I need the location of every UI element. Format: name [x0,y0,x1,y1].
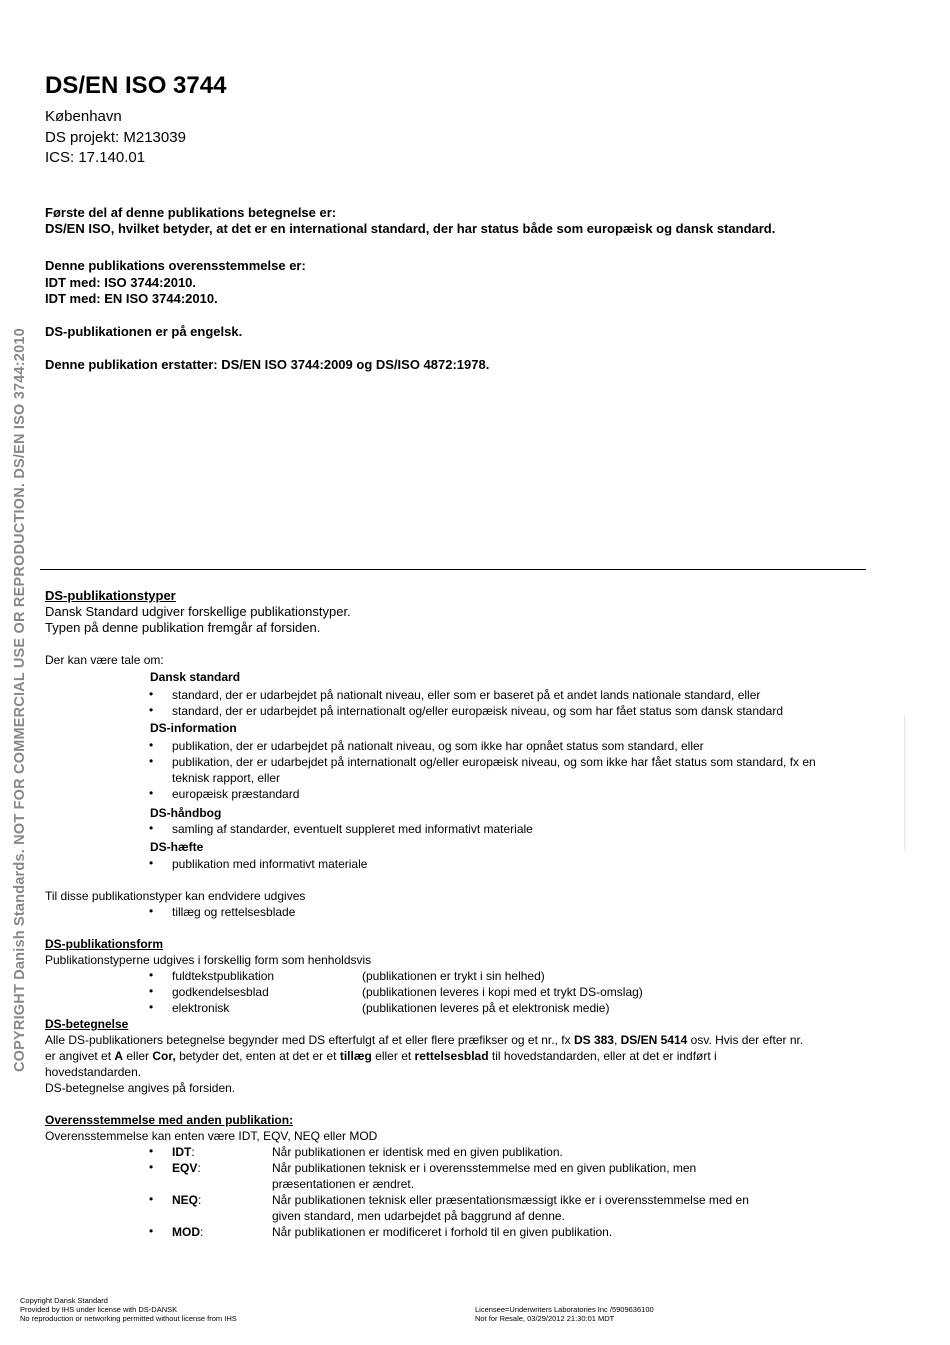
replaces-note: Denne publikation erstatter: DS/EN ISO 3744:2009 og DS/ISO 4872:1978. [45,357,490,372]
conformity-desc-continued: given standard, men udarbejdet på baggrund af denne. [272,1209,565,1223]
betegnelse-line-2 [45,1049,717,1063]
term-tillaeg: tillæg [339,1049,372,1063]
form-item-name: elektronisk [172,1001,230,1015]
betegnelse-text: eller et [371,1049,415,1063]
form-heading: DS-publikationsform [45,937,164,951]
list-item: publikation, der er udarbejdet på internationalt og/eller europæisk niveau, og som ikke har fået status som standard, fx en [172,755,816,769]
code-a: A [114,1049,124,1063]
form-intro: Publikationstyperne udgives i forskellig form som henholdsvis [45,953,372,967]
list-item: publikation med informativt materiale [172,857,368,871]
conformity-intro: Overensstemmelse kan enten være IDT, EQV, NEQ eller MOD [45,1129,378,1143]
betegnelse-heading: DS-betegnelse [45,1017,129,1031]
list-item: publikation, der er udarbejdet på nationalt niveau, og som ikke har opnået status som standard, eller [172,739,704,753]
bullet: • [149,1144,154,1158]
conformity-desc-continued: præsentationen er ændret. [272,1177,415,1191]
project-number: DS projekt: M213039 [45,129,186,146]
footer-resale: Not for Resale, 03/29/2012 21:30:01 MDT [475,1314,615,1323]
bullet: • [149,754,154,768]
conformity-desc: Når publikationen teknisk eller præsentationsmæssigt ikke er i overensstemmelse med en [272,1193,749,1207]
list-item: standard, der er udarbejdet på internationalt og/eller europæisk niveau, og som har fået status som dansk standard [172,704,784,718]
code-idt: IDT [172,1145,192,1159]
form-item-name: godkendelsesblad [172,985,269,999]
copyright-watermark: COPYRIGHT Danish Standards. NOT FOR COMMERCIAL USE OR REPRODUCTION. DS/EN ISO 3744:2010 [12,328,28,1072]
designation-text: DS/EN ISO, hvilket betyder, at det er en international standard, der har status både som europæisk og dansk standard. [45,221,776,236]
term-rettelsesblad: rettelsesblad [414,1049,489,1063]
conformity-code [172,1145,195,1159]
dotted-margin-line [904,715,905,850]
bullet: • [149,687,154,701]
types-heading: DS-publikationstyper [45,588,176,603]
dansk-standard-heading: Dansk standard [150,670,241,684]
bullet: • [149,1192,154,1206]
list-item: tillæg og rettelsesblade [172,905,296,919]
betegnelse-text: eller [123,1049,153,1063]
betegnelse-text: Alle DS-publikationers betegnelse begynder med DS efterfulgt af et eller flere præfikser og et nr., fx [45,1033,574,1047]
bullet: • [149,904,154,918]
footer-provider: Provided by IHS under license with DS-DANSK [20,1305,178,1314]
also-published-text: Til disse publikationstyper kan endvidere udgives [45,889,306,903]
footer-license-note: No reproduction or networking permitted without license from IHS [20,1314,237,1323]
code-cor: Cor, [152,1049,176,1063]
form-item-name: fuldtekstpublikation [172,969,275,983]
conformity-code [172,1161,201,1175]
colon: : [200,1225,204,1239]
footer-licensee: Licensee=Underwriters Laboratories Inc /5909636100 [475,1305,654,1314]
form-item-desc: (publikationen leveres i kopi med et trykt DS-omslag) [362,985,643,999]
colon: : [197,1161,201,1175]
ds-handbog-heading: DS-håndbog [150,806,222,820]
ics-code: ICS: 17.140.01 [45,149,146,166]
list-item: standard, der er udarbejdet på nationalt niveau, eller som er baseret på et andet lands nationale standard, eller [172,688,761,702]
form-item-desc: (publikationen er trykt i sin helhed) [362,969,545,983]
bullet: • [149,821,154,835]
conformity-desc: Når publikationen er identisk med en given publikation. [272,1145,563,1159]
form-item-desc: (publikationen leveres på et elektronisk medie) [362,1001,610,1015]
footer-right [475,1305,654,1323]
code-eqv: EQV [172,1161,198,1175]
bullet: • [149,968,154,982]
conformity-idt-en: IDT med: EN ISO 3744:2010. [45,291,218,306]
list-item: europæisk præstandard [172,787,300,801]
conformity-code [172,1193,201,1207]
colon: : [191,1145,195,1159]
bullet: • [149,1160,154,1174]
conformity-label: Denne publikations overensstemmelse er: [45,258,306,273]
betegnelse-line-4: DS-betegnelse angives på forsiden. [45,1081,236,1095]
separator: , [613,1033,621,1047]
betegnelse-text: til hovedstandarden, eller at det er indført i [488,1049,717,1063]
bullet: • [149,984,154,998]
betegnelse-text: er angivet et [45,1049,115,1063]
ds-information-heading: DS-information [150,721,237,735]
bullet: • [149,856,154,870]
types-intro-3: Der kan være tale om: [45,653,164,667]
betegnelse-line-1 [45,1033,803,1047]
city: København [45,108,122,125]
betegnelse-text: betyder det, enten at det er et [175,1049,340,1063]
types-intro-1: Dansk Standard udgiver forskellige publikationstyper. [45,604,351,619]
page-title: DS/EN ISO 3744 [45,72,227,99]
language-note: DS-publikationen er på engelsk. [45,324,243,339]
conformity-idt-iso: IDT med: ISO 3744:2010. [45,275,197,290]
conformity-desc: Når publikationen er modificeret i forhold til en given publikation. [272,1225,613,1239]
types-intro-2: Typen på denne publikation fremgår af forsiden. [45,620,321,635]
code-mod: MOD [172,1225,200,1239]
bullet: • [149,1224,154,1238]
list-item: samling af standarder, eventuelt suppleret med informativt materiale [172,822,533,836]
betegnelse-text: osv. Hvis der efter nr. [687,1033,804,1047]
list-item-continued: teknisk rapport, eller [172,771,281,785]
conformity-code [172,1225,203,1239]
footer-copyright: Copyright Dansk Standard [20,1296,108,1305]
designation-label: Første del af denne publikations betegnelse er: [45,205,337,220]
betegnelse-line-3: hovedstandarden. [45,1065,142,1079]
section-divider [40,569,866,570]
code-neq: NEQ [172,1193,199,1207]
bullet: • [149,738,154,752]
conformity-desc: Når publikationen teknisk er i overensstemmelse med en given publikation, men [272,1161,697,1175]
bullet: • [149,1000,154,1014]
colon: : [198,1193,202,1207]
ds-haefte-heading: DS-hæfte [150,840,204,854]
example-ds383: DS 383 [573,1033,614,1047]
bullet: • [149,703,154,717]
footer-left [20,1296,237,1323]
example-dsen5414: DS/EN 5414 [620,1033,688,1047]
conformity-heading: Overensstemmelse med anden publikation: [45,1113,294,1127]
bullet: • [149,786,154,800]
